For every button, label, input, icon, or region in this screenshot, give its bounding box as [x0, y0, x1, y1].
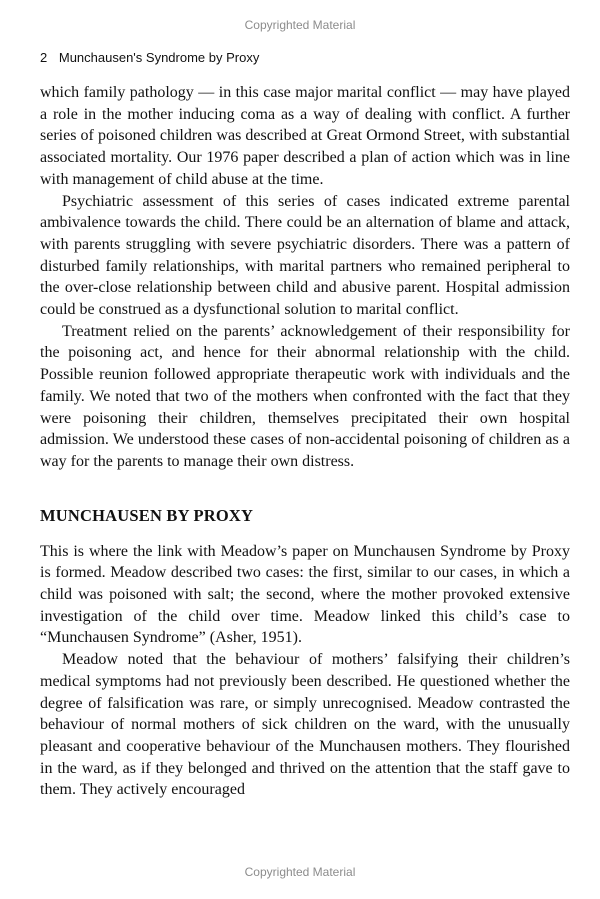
copyright-watermark-bottom: Copyrighted Material [244, 865, 356, 879]
paragraph-psychiatric-assessment: Psychiatric assessment of this series of cases indicated extreme parental ambivalence towards the child. There could be an alternation of blame and attack, with parents struggling with severe psychiatric disorders. There was a pattern of disturbed family relationships, with marital partners who remained peripheral to the over-close relationship between child and abusive parent. Hospital admission could be construed as a dysfunctional solution to marital conflict. [40, 192, 570, 319]
paragraph-treatment: Treatment relied on the parents’ acknowledgement of their responsibility for the poisoning act, and hence for their abnormal relationship with the child. Possible reunion followed appropriate therapeutic work with individuals and the family. We noted that two of the mothers when confronted with the fact that they were poisoning their children, themselves precipitated their own hospital admission. We understood these cases of non-accidental poisoning of children as a way for the parents to manage their own distress. [40, 322, 570, 470]
running-head [40, 50, 259, 65]
copyright-watermark-top: Copyrighted Material [244, 18, 356, 32]
paragraph-continued: which family pathology — in this case major marital conflict — may have played a role in the mother inducing coma as a way of dealing with conflict. A further series of poisoned children was described at Great Ormond Street, with substantial associated mortality. Our 1976 paper described a plan of action which was in line with management of child abuse at the time. [40, 84, 570, 188]
section-heading: MUNCHAUSEN BY PROXY [40, 505, 254, 525]
page-number: 2 [40, 50, 48, 65]
paragraph-meadow-noted: Meadow noted that the behaviour of mothers’ falsifying their children’s medical symptoms had not previously been described. He questioned whether the degree of falsification was rare, or simply unrecognised. Meadow contrasted the behaviour of normal mothers of sick children on the ward, with the unusually pleasant and cooperative behaviour of the Munchausen mothers. They flourished in the ward, as if they belonged and thrived on the attention that the staff gave to them. They actively encouraged [40, 651, 570, 799]
paragraph-link-with-meadow: This is where the link with Meadow’s paper on Munchausen Syndrome by Proxy is formed. Meadow described two cases: the first, similar to our cases, in which a child was poisoned with salt; the second, where the mother provoked extensive investigation of the child over time. Meadow linked this child’s case to “Munchausen Syndrome” (Asher, 1951). [40, 542, 570, 647]
running-head-title: Munchausen's Syndrome by Proxy [58, 50, 260, 65]
page-body [40, 82, 570, 801]
